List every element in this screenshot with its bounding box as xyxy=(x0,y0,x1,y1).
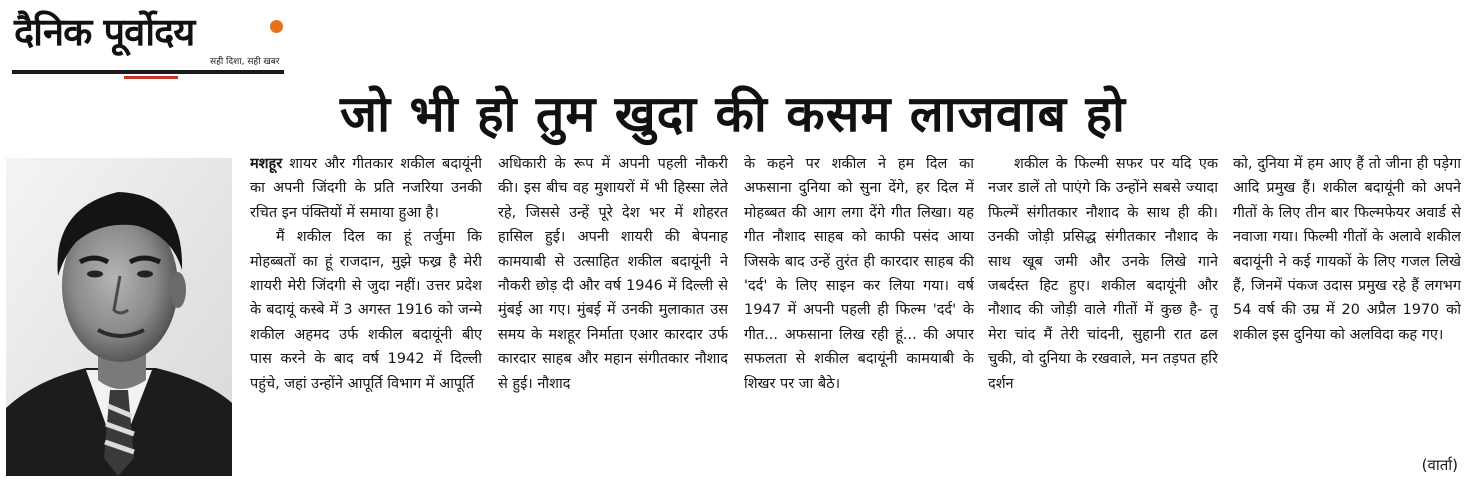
portrait-photo xyxy=(6,158,232,476)
ear xyxy=(170,272,186,308)
column-2-paragraph: अधिकारी के रूप में अपनी पहली नौकरी की। इस बीच वह मुशायरों में भी हिस्सा लेते रहे, जिससे उन्हें पूरे देश भर में शोहरत हासिल हुई। अपनी शायरी की बेपनाह कामयाबी से उत्साहित शकील बदायूंनी ने नौकरी छोड़ दी और वर्ष 1946 में दिल्ली से मुंबई आ गए। मुंबई में उनकी मुलाकात उस समय के मशहूर निर्माता एआर कारदार उर्फ कारदार साहब और महान संगीतकार नौशाद से हुई। नौशाद xyxy=(498,156,728,392)
article-column-1 xyxy=(250,152,482,482)
article-column-2 xyxy=(498,152,728,482)
article-column-3 xyxy=(744,152,974,482)
article-column-4 xyxy=(988,152,1218,482)
portrait-illustration xyxy=(6,158,232,476)
article-headline: जो भी हो तुम खुदा की कसम लाजवाब हो xyxy=(340,85,1126,143)
column-1-paragraph: मैं शकील दिल का हूं तर्जुमा कि मोहब्बतों का हूं राजदान, मुझे फख्र है मेरी शायरी मेरी जिंदगी से जुदा नहीं। उत्तर प्रदेश के बदायूं कस्बे में 3 अगस्त 1916 को जन्मे शकील अहमद उर्फ शकील बदायूंनी बीए पास करने के बाद वर्ष 1942 में दिल्ली पहुंचे, जहां उन्होंने आपूर्ति विभाग में आपूर्ति xyxy=(250,229,482,392)
column-1-intro: शायर और गीतकार शकील बदायूंनी का अपनी जिंदगी के प्रति नजरिया उनकी रचित इन पंक्तियों में समाया हुआ है। xyxy=(250,156,482,221)
column-5-paragraph: को, दुनिया में हम आए हैं तो जीना ही पड़ेगा आदि प्रमुख हैं। शकील बदायूंनी को अपने गीतों के लिए तीन बार फिल्मफेयर अवार्ड से नवाजा गया। फिल्मी गीतों के अलावे शकील बदायूंनी ने कई गायकों के लिए गजल लिखे हैं, जिनमें पंकज उदास प्रमुख रहे हैं लगभग 54 वर्ष की उम्र में 20 अप्रैल 1970 को शकील इस दुनिया को अलविदा कह गए। xyxy=(1233,156,1461,343)
masthead-orange-dot xyxy=(270,20,283,33)
masthead-red-strip xyxy=(124,76,178,79)
left-eye xyxy=(87,271,103,278)
news-agency-credit: (वार्ता) xyxy=(1421,456,1458,474)
article-column-5 xyxy=(1233,152,1461,452)
lead-word: मशहूर xyxy=(250,156,283,172)
masthead-rule xyxy=(12,70,284,74)
column-4-paragraph: शकील के फिल्मी सफर पर यदि एक नजर डालें तो पाएंगे कि उन्होंने सबसे ज्यादा फिल्में संगीतकार नौशाद के साथ ही की। उनकी जोड़ी प्रसिद्ध संगीतकार नौशाद के साथ खूब जमी और उनके लिखे गाने जबर्दस्त हिट हुए। शकील बदायूंनी और नौशाद की जोड़ी वाले गीतों में कुछ है- तू मेरा चांद मैं तेरी चांदनी, सुहानी रात ढल चुकी, वो दुनिया के रखवाले, मन तड़पत हरि दर्शन xyxy=(988,156,1218,392)
right-eye xyxy=(137,271,153,278)
newspaper-name: दैनिक पूर्वोदय xyxy=(14,10,195,54)
masthead xyxy=(12,8,287,72)
column-3-paragraph: के कहने पर शकील ने हम दिल का अफसाना दुनिया को सुना देंगे, हर दिल में मोहब्बत की आग लगा देंगे गीत लिखा। यह गीत नौशाद साहब को काफी पसंद आया जिसके बाद उन्हें तुरंत ही कारदार साहब की 'दर्द' के लिए साइन कर लिया गया। वर्ष 1947 में अपनी पहली ही फिल्म 'दर्द' के गीत... अफसाना लिख रही हूं... की अपार सफलता से शकील बदायूंनी कामयाबी के शिखर पर जा बैठे। xyxy=(744,156,974,392)
newspaper-tagline: सही दिशा, सही खबर xyxy=(210,57,280,67)
